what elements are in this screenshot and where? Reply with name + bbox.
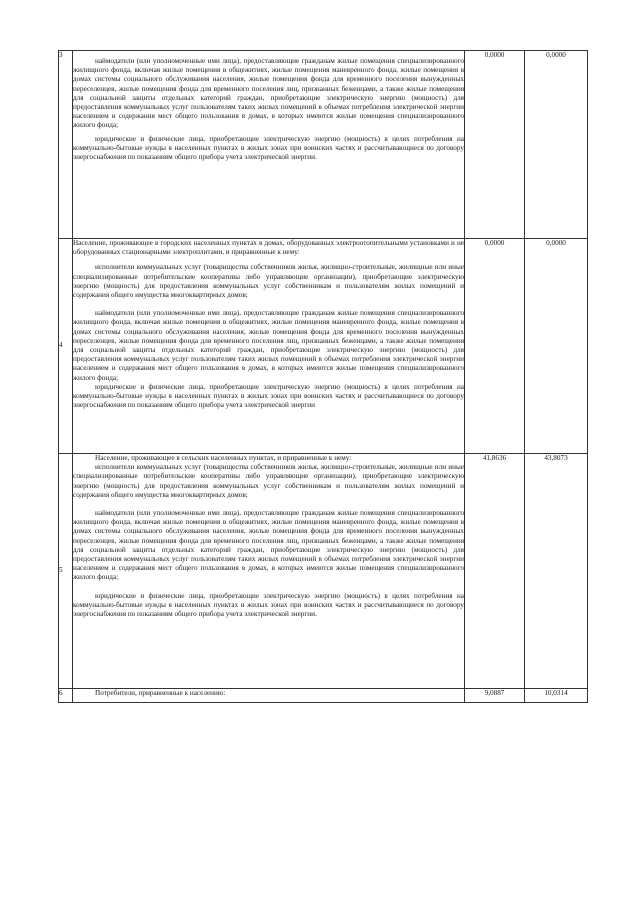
table-row bbox=[59, 239, 588, 454]
paragraph: Население, проживающее в сельских населенных пунктах, и приравненные к нему: bbox=[95, 454, 352, 462]
row-description bbox=[73, 51, 465, 239]
paragraph: юридические и физические лица, приобретающие электрическую энергию (мощность) в целях потребления на коммунально-бытовые нужды в населенных пунктах и жилых зонах при воинских частях и рассчитывающиеся по договору энергоснабжения по показаниям общего прибора учета электрической энергии. bbox=[73, 591, 464, 619]
table-row bbox=[59, 454, 588, 689]
paragraph: юридические и физические лица, приобретающие электрическую энергию (мощность) в целях потребления на коммунально-бытовые нужды в населенных пунктах и жилых зонах при воинских частях и рассчитывающиеся по договору энергоснабжения по показаниям общего прибора учета электрической энергии. bbox=[73, 134, 464, 162]
paragraph: юридические и физические лица, приобретающие электрическую энергию (мощность) в целях потребления на коммунально-бытовые нужды в населенных пунктах и жилых зонах при воинских частях и рассчитывающиеся по договору энергоснабжения по показаниям общего прибора учета электрической энергии bbox=[73, 382, 464, 410]
paragraph: наймодатели (или уполномоченные ими лица), предоставляющие гражданам жилые помещения специализированного жилищного фонда, включая жилые помещения в общежитиях, жилые помещения маневренного фонда, жилые помещения в домах системы социального обслуживания населения, жилые помещения фонда для временного поселения вынужденных переселенцев, жилые помещения фонда для временного поселения лиц, признанных беженцами, а также жилые помещения для социальной защиты отдельных категорий граждан, приобретающие электрическую энергию (мощность) для предоставления коммунальных услуг пользователям таких жилых помещений в объемах потребления электрической энергии населением и содержания мест общего пользования в домах, в которых имеются жилые помещения специализированного жилого фонда; bbox=[73, 509, 464, 582]
value-cell: 43,8073 bbox=[525, 454, 588, 689]
row-number: 6 bbox=[59, 689, 73, 703]
paragraph: исполнители коммунальных услуг (товарищества собственников жилья, жилищно-строительные, жилищные или иные специализированные потребительские кооперативы либо управляющие организации), приобретающие электрическую энергию (мощность) для предоставления коммунальных услуг собственникам и пользователям жилых помещений и содержания общего имущества многоквартирных домов; bbox=[73, 263, 464, 300]
row-number: 3 bbox=[59, 51, 73, 239]
row-description bbox=[73, 454, 465, 689]
value-cell: 0,0000 bbox=[465, 239, 525, 454]
row-number: 4 bbox=[59, 239, 73, 454]
table-row bbox=[59, 51, 588, 239]
paragraph: наймодатели (или уполномоченные ими лица), предоставляющие гражданам жилые помещения специализированного жилищного фонда, включая жилые помещения в общежитиях, жилые помещения маневренного фонда, жилые помещения в домах системы социального обслуживания населения, жилые помещения фонда для временного поселения вынужденных переселенцев, жилые помещения фонда для временного поселения лиц, признанных беженцами, а также жилые помещения для социальной защиты отдельных категорий граждан, приобретающие электрическую энергию (мощность) для предоставления коммунальных услуг пользователям таких жилых помещений в объемах потребления электрической энергии населением и содержания мест общего пользования в домах, в которых имеются жилые помещения специализированного жилого фонда; bbox=[73, 57, 464, 130]
paragraph: Население, проживающее в городских населенных пунктах в домах, оборудованных электроотопительными установками и не оборудованных стационарными электроплитами, и приравненные к нему: bbox=[73, 239, 464, 257]
value-cell: 0,0000 bbox=[525, 51, 588, 239]
row-description bbox=[73, 239, 465, 454]
value-cell: 0,0000 bbox=[465, 51, 525, 239]
paragraph: исполнители коммунальных услуг (товарищества собственников жилья, жилищно-строительные, жилищные или иные специализированные потребительские кооперативы либо управляющие организации), приобретающие электрическую энергию (мощность) для предоставления коммунальных услуг собственникам и пользователям жилых помещений и содержания общего имущества многоквартирных домов; bbox=[73, 463, 464, 499]
value-cell: 9,0887 bbox=[465, 689, 525, 703]
value-cell: 10,0314 bbox=[525, 689, 588, 703]
paragraph: Потребители, приравненные к населению: bbox=[95, 689, 226, 697]
row-number: 5 bbox=[59, 454, 73, 689]
tariff-table bbox=[58, 50, 588, 703]
table-row bbox=[59, 689, 588, 703]
row-description bbox=[73, 689, 465, 703]
value-cell: 41,8636 bbox=[465, 454, 525, 689]
paragraph: наймодатели (или уполномоченные ими лица), предоставляющие гражданам жилые помещения специализированного жилищного фонда, включая жилые помещения в общежитиях, жилые помещения маневренного фонда, жилые помещения в домах системы социального обслуживания населения, жилые помещения фонда для временного поселения вынужденных переселенцев, жилые помещения фонда для временного поселения лиц, признанных беженцами, а также жилые помещения для социальной защиты отдельных категорий граждан, приобретающие электрическую энергию (мощность) для предоставления коммунальных услуг пользователям таких жилых помещений в объемах потребления электрической энергии населением и содержания мест общего пользования в домах, в которых имеются жилые помещения специализированного жилого фонда; bbox=[73, 309, 464, 382]
value-cell: 0,0000 bbox=[525, 239, 588, 454]
